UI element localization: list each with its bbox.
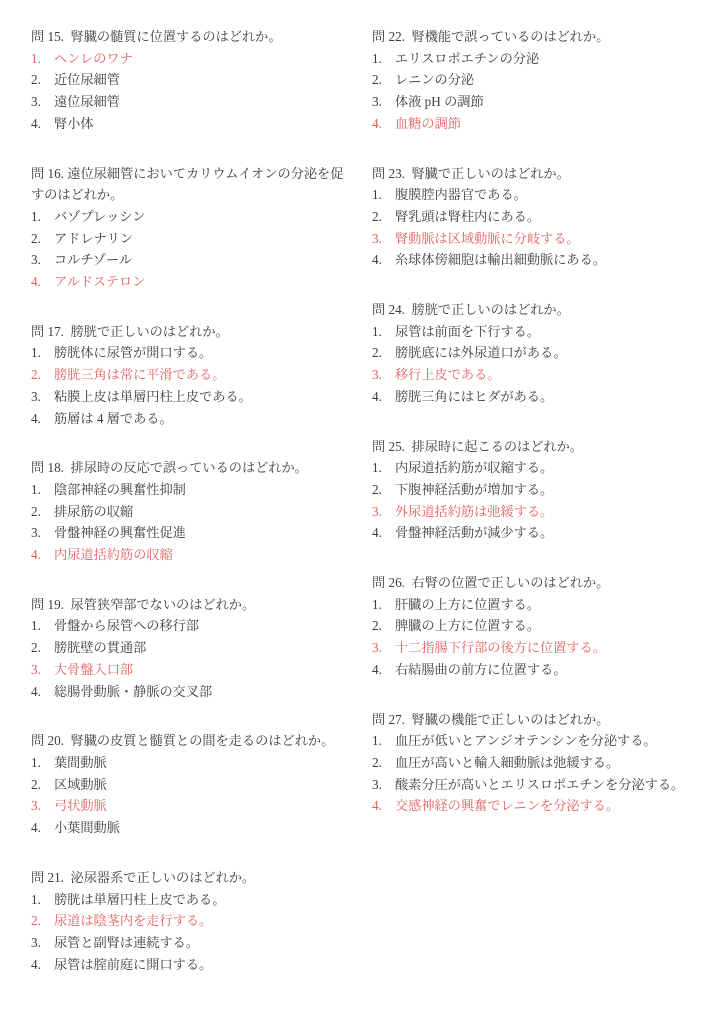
question-block <box>372 436 694 545</box>
options-list <box>372 594 694 681</box>
option-row <box>372 48 694 70</box>
option-text: 尿道は陰茎内を走行する。 <box>54 913 213 929</box>
option-text: 腎動脈は区域動脈に分岐する。 <box>395 230 580 246</box>
option-text: 骨盤神経活動が減少する。 <box>395 525 554 541</box>
option-row <box>31 386 353 408</box>
option-text: 肝臓の上方に位置する。 <box>395 596 541 612</box>
option-text: コルチゾール <box>54 252 133 268</box>
option-number: 4. <box>31 683 41 699</box>
option-text: アドレナリン <box>54 230 134 246</box>
options-list <box>31 889 353 976</box>
question-block <box>372 163 694 272</box>
option-text: 内尿道括約筋の収縮 <box>54 547 173 563</box>
question-header: 問 21. 泌尿器系で正しいのはどれか。 <box>31 869 256 885</box>
option-number: 2. <box>31 776 41 792</box>
option-row <box>31 501 353 523</box>
option-row <box>372 501 694 523</box>
option-row <box>31 752 353 774</box>
question-header: 問 27. 腎臓の機能で正しいのはどれか。 <box>372 711 610 727</box>
option-text: 葉間動脈 <box>54 754 107 770</box>
option-row <box>31 342 353 364</box>
options-list <box>31 48 353 135</box>
question-block <box>31 730 353 839</box>
option-text: 膀胱三角は常に平滑である。 <box>54 367 226 383</box>
option-row <box>31 48 353 70</box>
option-text: 腹膜腔内器官である。 <box>395 187 527 203</box>
option-text: 膀胱は単層円柱上皮である。 <box>54 891 226 907</box>
option-number: 2. <box>372 345 382 361</box>
question-header: 問 19. 尿管狭窄部でないのはどれか。 <box>31 596 256 612</box>
option-number: 3. <box>31 252 41 268</box>
option-number: 1. <box>31 618 41 634</box>
option-number: 2. <box>31 72 41 88</box>
option-number: 4. <box>31 115 41 131</box>
option-text: 膀胱体に尿管が開口する。 <box>54 345 213 361</box>
option-row <box>31 206 353 228</box>
option-text: 小葉間動脈 <box>54 820 120 836</box>
option-row <box>372 113 694 135</box>
option-text: 遠位尿細管 <box>54 94 120 110</box>
options-list <box>372 730 694 817</box>
option-text: 体液 pH の調節 <box>395 94 484 110</box>
option-text: 排尿筋の収縮 <box>54 503 134 519</box>
option-number: 1. <box>31 208 41 224</box>
option-text: 尿管は前面を下行する。 <box>395 323 541 339</box>
option-number: 2. <box>372 754 382 770</box>
option-number: 4. <box>31 274 41 290</box>
option-text: エリスロポエチンの分泌 <box>395 50 540 66</box>
option-number: 1. <box>31 891 41 907</box>
option-row <box>31 910 353 932</box>
option-number: 4. <box>31 547 41 563</box>
option-number: 4. <box>31 410 41 426</box>
option-number: 2. <box>372 481 382 497</box>
option-text: 血圧が高いと輸入細動脈は弛緩する。 <box>395 754 620 770</box>
option-number: 4. <box>372 525 382 541</box>
option-row <box>31 795 353 817</box>
options-list <box>372 48 694 135</box>
option-text: 右結腸曲の前方に位置する。 <box>395 661 567 677</box>
option-text: 尿管は腟前庭に開口する。 <box>54 956 213 972</box>
option-text: 十二指腸下行部の後方に位置する。 <box>395 640 606 656</box>
option-row <box>372 659 694 681</box>
option-number: 3. <box>372 94 382 110</box>
option-row <box>31 408 353 430</box>
option-row <box>372 479 694 501</box>
option-text: 外尿道括約筋は弛緩する。 <box>395 503 554 519</box>
option-text: 尿管と副腎は連続する。 <box>54 934 200 950</box>
option-number: 2. <box>31 640 41 656</box>
option-row <box>372 364 694 386</box>
option-text: 脾臓の上方に位置する。 <box>395 618 541 634</box>
option-row <box>31 228 353 250</box>
option-row <box>372 752 694 774</box>
option-row <box>31 91 353 113</box>
question-block <box>31 163 353 293</box>
option-row <box>31 544 353 566</box>
option-text: 交感神経の興奮でレニンを分泌する。 <box>395 798 620 814</box>
option-number: 3. <box>31 94 41 110</box>
question-block <box>372 709 694 818</box>
question-block <box>372 572 694 681</box>
option-row <box>372 91 694 113</box>
option-row <box>31 479 353 501</box>
option-number: 3. <box>372 503 382 519</box>
option-number: 3. <box>31 525 41 541</box>
option-row <box>31 659 353 681</box>
option-text: バゾプレッシン <box>54 208 146 224</box>
option-row <box>31 113 353 135</box>
option-text: 骨盤神経の興奮性促進 <box>54 525 186 541</box>
left-column <box>31 26 353 1024</box>
question-block <box>31 594 353 703</box>
options-list <box>372 321 694 408</box>
option-row <box>31 932 353 954</box>
option-text: 糸球体傍細胞は輸出細動脈にある。 <box>395 252 606 268</box>
option-number: 2. <box>31 230 41 246</box>
option-number: 3. <box>31 798 41 814</box>
option-row <box>372 184 694 206</box>
option-number: 3. <box>372 367 382 383</box>
option-number: 2. <box>31 503 41 519</box>
option-number: 3. <box>372 640 382 656</box>
option-text: 血糖の調節 <box>395 115 461 131</box>
option-row <box>31 271 353 293</box>
option-number: 1. <box>372 596 382 612</box>
option-row <box>372 594 694 616</box>
option-text: アルドステロン <box>54 274 146 290</box>
option-row <box>31 69 353 91</box>
option-number: 1. <box>31 481 41 497</box>
options-list <box>31 752 353 839</box>
option-row <box>372 321 694 343</box>
option-text: レニンの分泌 <box>395 72 475 88</box>
question-block <box>372 299 694 408</box>
option-number: 3. <box>31 388 41 404</box>
option-row <box>372 342 694 364</box>
option-number: 4. <box>372 252 382 268</box>
option-number: 1. <box>372 187 382 203</box>
option-row <box>31 889 353 911</box>
question-header: 問 17. 膀胱で正しいのはどれか。 <box>31 323 229 339</box>
option-text: 弓状動脈 <box>54 798 107 814</box>
option-number: 3. <box>31 661 41 677</box>
option-text: 近位尿細管 <box>54 72 120 88</box>
option-text: 膀胱壁の貫通部 <box>54 640 147 656</box>
option-number: 3. <box>372 776 382 792</box>
question-header: 問 20. 腎臓の皮質と髄質との間を走るのはどれか。 <box>31 733 335 749</box>
option-row <box>31 774 353 796</box>
option-row <box>372 206 694 228</box>
option-number: 4. <box>372 798 382 814</box>
option-row <box>372 615 694 637</box>
question-header: 問 18. 排尿時の反応で誤っているのはどれか。 <box>31 460 308 476</box>
option-row <box>372 637 694 659</box>
question-header: 問 22. 腎機能で誤っているのはどれか。 <box>372 29 610 44</box>
option-number: 1. <box>31 50 41 66</box>
option-number: 2. <box>31 913 41 929</box>
option-row <box>31 249 353 271</box>
option-number: 4. <box>31 956 41 972</box>
option-number: 1. <box>31 754 41 770</box>
option-number: 1. <box>372 323 382 339</box>
option-number: 4. <box>31 820 41 836</box>
options-list <box>372 184 694 271</box>
option-number: 2. <box>31 367 41 383</box>
option-row <box>31 817 353 839</box>
option-number: 3. <box>372 230 382 246</box>
option-text: 膀胱三角にはヒダがある。 <box>395 388 554 404</box>
question-header: 問 16. 遠位尿細管においてカリウムイオンの分泌を促すのはどれか。 <box>31 165 344 203</box>
option-text: ヘンレのワナ <box>54 50 133 66</box>
option-row <box>31 681 353 703</box>
option-text: 陰部神経の興奮性抑制 <box>54 481 186 497</box>
option-number: 2. <box>372 72 382 88</box>
option-number: 2. <box>372 208 382 224</box>
option-row <box>372 730 694 752</box>
options-list <box>31 206 353 293</box>
option-number: 1. <box>31 345 41 361</box>
question-header: 問 25. 排尿時に起こるのはどれか。 <box>372 438 583 454</box>
option-row <box>31 615 353 637</box>
option-text: 内尿道括約筋が収縮する。 <box>395 460 554 476</box>
option-number: 1. <box>372 733 382 749</box>
option-text: 下腹神経活動が増加する。 <box>395 481 554 497</box>
option-row <box>372 386 694 408</box>
question-block <box>31 321 353 430</box>
right-column <box>372 26 694 1024</box>
option-row <box>372 228 694 250</box>
option-row <box>372 774 694 796</box>
option-number: 4. <box>372 115 382 131</box>
option-row <box>31 637 353 659</box>
question-block <box>31 867 353 976</box>
question-header: 問 23. 腎臓で正しいのはどれか。 <box>372 165 570 181</box>
option-text: 大骨盤入口部 <box>54 661 134 677</box>
option-text: 移行上皮である。 <box>395 367 501 383</box>
option-row <box>31 954 353 976</box>
option-text: 骨盤から尿管への移行部 <box>54 618 200 634</box>
option-number: 3. <box>31 934 41 950</box>
option-text: 筋層は 4 層である。 <box>54 410 173 426</box>
option-text: 総腸骨動脈・静脈の交叉部 <box>54 683 213 699</box>
option-number: 1. <box>372 460 382 476</box>
option-text: 膀胱底には外尿道口がある。 <box>395 345 567 361</box>
option-row <box>372 249 694 271</box>
option-text: 粘膜上皮は単層円柱上皮である。 <box>54 388 252 404</box>
option-text: 腎小体 <box>54 115 94 131</box>
question-header: 問 24. 膀胱で正しいのはどれか。 <box>372 302 570 318</box>
question-header: 問 26. 右腎の位置で正しいのはどれか。 <box>372 575 610 591</box>
option-text: 酸素分圧が高いとエリスロポエチンを分泌する。 <box>395 776 685 792</box>
option-row <box>372 795 694 817</box>
option-number: 4. <box>372 388 382 404</box>
option-number: 2. <box>372 618 382 634</box>
question-block <box>31 26 353 135</box>
option-row <box>31 364 353 386</box>
question-block <box>372 26 694 135</box>
option-text: 腎乳頭は腎柱内にある。 <box>395 208 541 224</box>
question-block <box>31 457 353 566</box>
option-number: 4. <box>372 661 382 677</box>
question-header: 問 15. 腎臓の髄質に位置するのはどれか。 <box>31 29 282 44</box>
option-number: 1. <box>372 50 382 66</box>
options-list <box>31 615 353 702</box>
option-row <box>31 522 353 544</box>
options-list <box>31 479 353 566</box>
options-list <box>372 457 694 544</box>
option-row <box>372 457 694 479</box>
option-row <box>372 522 694 544</box>
option-row <box>372 69 694 91</box>
option-text: 血圧が低いとアンジオテンシンを分泌する。 <box>395 733 657 749</box>
options-list <box>31 342 353 429</box>
option-text: 区域動脈 <box>54 776 107 792</box>
